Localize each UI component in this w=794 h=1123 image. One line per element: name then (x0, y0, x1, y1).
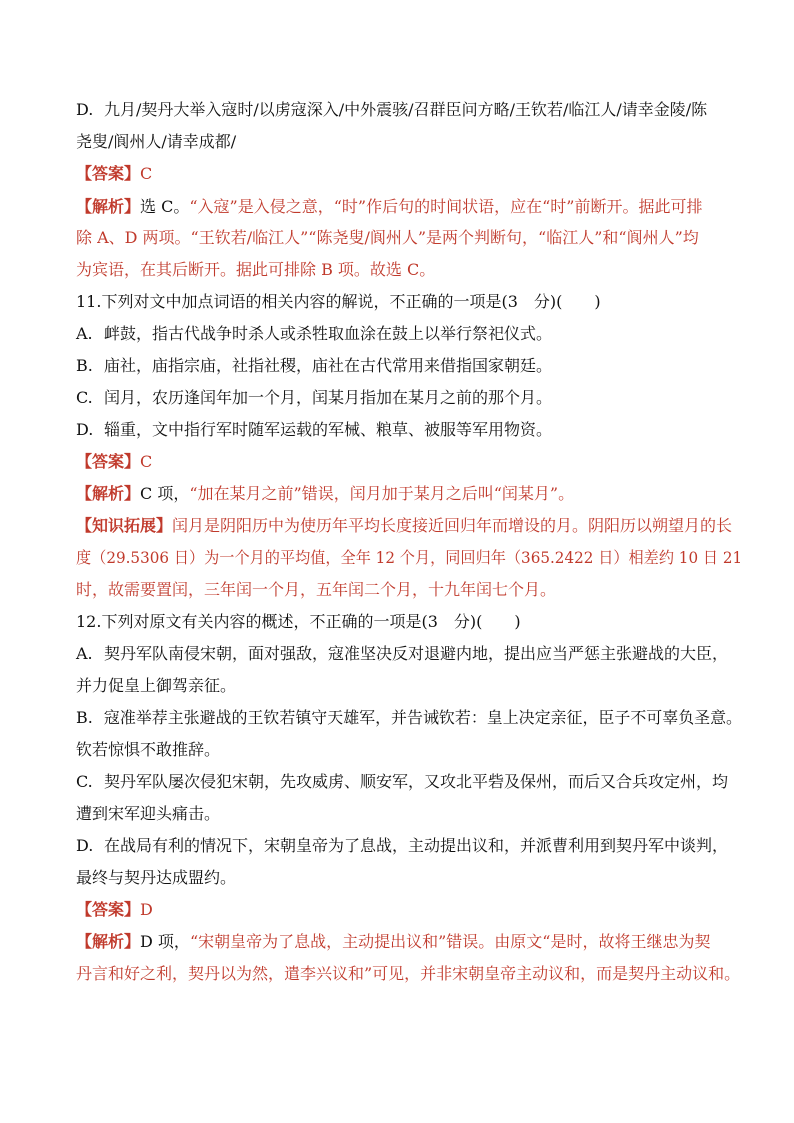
q12-analysis-line1 (76, 931, 710, 953)
option-text: 衅鼓，指古代战争时杀人或杀牲取血涂在鼓上以举行祭祀仪式。 (104, 324, 553, 343)
q10-analysis-line3: 为宾语，在其后断开。据此可排除 B 项。故选 C。 (76, 260, 436, 279)
option-text: 庙社，庙指宗庙，社指社稷，庙社在古代常用来借指国家朝廷。 (104, 356, 553, 375)
q11-knowledge-line3: 时，故需要置闰，三年闰一个月，五年闰二个月，十九年闰七个月。 (76, 580, 557, 599)
option-text: 契丹军队南侵宋朝，面对强敌，寇准坚决反对退避内地，提出应当严惩主张避战的大臣， (104, 644, 729, 663)
option-letter: D. (76, 100, 94, 119)
option-letter: B. (76, 356, 93, 375)
option-letter: B. (76, 708, 93, 727)
q10-analysis-line2: 除 A、D 两项。“王钦若/临江人”“陈尧叟/阆州人”是两个判断句，“临江人”和“阆州人”均 (76, 228, 699, 247)
option-text: 九月/契丹大举入寇时/以虏寇深入/中外震骇/召群臣问方略/王钦若/临江人/请幸金陵/陈 (104, 100, 708, 119)
answer-label: 【答案】 (76, 900, 141, 919)
q11-knowledge-line1 (76, 515, 732, 537)
knowledge-text: 闰月是阴阳历中为使历年平均长度接近回归年而增设的月。阴阳历以朔望月的长 (172, 516, 733, 535)
q12-option-d-line1 (76, 835, 728, 857)
q12-option-c-line1 (76, 771, 728, 793)
answer-label: 【答案】 (76, 452, 141, 471)
option-text: 辎重，文中指行军时随军运载的军械、粮草、被服等军用物资。 (104, 420, 553, 439)
q11-knowledge-line2: 度（29.5306 日）为一个月的平均值，全年 12 个月，同回归年（365.2422 日）相差约 10 日 21 (76, 548, 743, 567)
q11-option-b (76, 355, 552, 377)
analysis-prefix: D 项， (140, 932, 190, 951)
q10-option-d-line2: 尧叟/阆州人/请幸成都/ (76, 132, 237, 151)
option-letter: D. (76, 836, 94, 855)
option-text: 闰月，农历逢闰年加一个月，闰某月指加在某月之前的那个月。 (104, 388, 553, 407)
q12-stem: 12.下列对原文有关内容的概述，不正确的一项是(3 分)( ) (76, 612, 521, 631)
q12-answer (76, 899, 153, 921)
q11-option-d (76, 419, 552, 441)
analysis-text: “宋朝皇帝为了息战，主动提出议和”错误。由原文“是时，故将王继忠为契 (189, 932, 711, 951)
q10-answer (76, 163, 152, 185)
q12-option-c-line2: 遭到宋军迎头痛击。 (76, 804, 221, 823)
analysis-prefix: C 项， (140, 484, 190, 503)
option-text: 寇准举荐主张避战的王钦若镇守天雄军，并告诫钦若：皇上决定亲征，臣子不可辜负圣意。 (103, 708, 743, 727)
answer-value: C (140, 164, 153, 183)
analysis-prefix: 选 C。 (140, 197, 190, 216)
option-letter: D. (76, 420, 94, 439)
q11-option-a (76, 323, 552, 345)
knowledge-label: 【知识拓展】 (76, 516, 173, 535)
q11-option-c (76, 387, 552, 409)
analysis-text: “加在某月之前”错误，闰月加于某月之后叫“闰某月”。 (189, 484, 575, 503)
q12-option-a-line2: 并力促皇上御驾亲征。 (76, 676, 237, 695)
option-letter: A. (76, 324, 93, 343)
option-letter: C. (76, 772, 93, 791)
analysis-label: 【解析】 (76, 484, 141, 503)
option-letter: C. (76, 388, 93, 407)
q11-stem: 11.下列对文中加点词语的相关内容的解说，不正确的一项是(3 分)( ) (76, 292, 601, 311)
answer-value: C (140, 452, 153, 471)
q12-option-b-line1 (76, 707, 742, 729)
analysis-label: 【解析】 (76, 197, 141, 216)
answer-label: 【答案】 (76, 164, 141, 183)
q11-analysis (76, 483, 574, 505)
option-text: 契丹军队屡次侵犯宋朝，先攻威虏、顺安军，又攻北平砦及保州，而后又合兵攻定州，均 (104, 772, 729, 791)
option-text: 在战局有利的情况下，宋朝皇帝为了息战，主动提出议和，并派曹利用到契丹军中谈判， (104, 836, 729, 855)
q12-analysis-line2: 丹言和好之利，契丹以为然，遣李兴议和”可见，并非宋朝皇帝主动议和，而是契丹主动议和。 (76, 964, 741, 983)
q12-option-d-line2: 最终与契丹达成盟约。 (76, 868, 237, 887)
analysis-label: 【解析】 (76, 932, 141, 951)
q12-option-b-line2: 钦若惊惧不敢推辞。 (76, 740, 221, 759)
analysis-text: “入寇”是入侵之意，“时”作后句的时间状语，应在“时”前断开。据此可排 (189, 197, 703, 216)
q10-analysis-line1 (76, 196, 702, 218)
q10-option-d-line1 (76, 99, 707, 121)
option-letter: A. (76, 644, 93, 663)
answer-value: D (140, 900, 153, 919)
q12-option-a-line1 (76, 643, 728, 665)
q11-answer (76, 451, 152, 473)
